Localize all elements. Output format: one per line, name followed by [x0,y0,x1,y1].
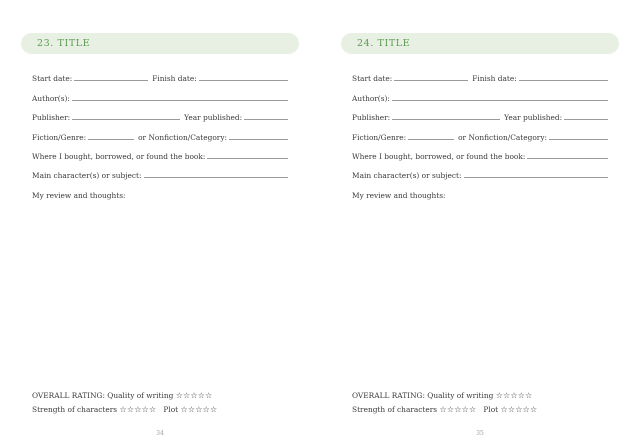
entry-title-bar [341,33,619,54]
review-row [32,180,288,199]
where-found-blank [527,151,608,159]
main-character-blank [144,170,289,178]
year-published-label: Year published: [504,113,563,123]
plot-rating-label: Plot [163,404,179,414]
rating-section [352,389,612,416]
main-character-label: Main character(s) or subject: [32,171,142,181]
start-date-blank [394,73,468,81]
review-row [352,180,608,199]
authors-blank [392,93,608,101]
nonfiction-category-blank [229,132,288,140]
rating-section [32,389,292,416]
fiction-genre-label: Fiction/Genre: [32,132,87,142]
fiction-genre-blank [88,132,134,140]
start-date-blank [74,73,148,81]
writing-stars-icon: ☆☆☆☆☆ [175,391,213,400]
start-date-label: Start date: [352,74,393,84]
overall-rating-label: OVERALL RATING: Quality of writing [32,391,174,400]
start-date-label: Start date: [32,74,73,84]
characters-stars-icon: ☆☆☆☆☆ [119,404,157,414]
book-log-form [32,64,288,200]
year-published-label: Year published: [184,113,243,123]
where-found-blank [207,151,288,159]
publisher-blank [392,112,500,120]
publisher-row [352,103,608,122]
rating-line-1 [352,389,612,403]
rating-line-2 [352,403,612,417]
publisher-blank [72,112,180,120]
rating-line-1 [32,389,292,403]
dates-row [352,64,608,83]
nonfiction-category-label: or Nonfiction/Category: [458,132,548,142]
entry-title-bar [21,33,299,54]
entry-title: 24. TITLE [357,38,411,49]
fiction-genre-label: Fiction/Genre: [352,132,407,142]
page-number: 35 [476,430,484,437]
where-found-row [352,142,608,161]
main-character-row [32,161,288,180]
rating-line-2 [32,403,292,417]
finish-date-label: Finish date: [152,74,197,84]
authors-label: Author(s): [352,93,390,103]
genre-row [352,122,608,141]
right-page [320,0,640,448]
page-number: 34 [156,430,164,437]
dates-row [32,64,288,83]
plot-stars-icon: ☆☆☆☆☆ [500,404,538,414]
characters-rating-label: Strength of characters [352,404,438,414]
characters-rating-label: Strength of characters [32,404,118,414]
plot-stars-icon: ☆☆☆☆☆ [180,404,218,414]
where-found-label: Where I bought, borrowed, or found the book: [352,151,526,161]
nonfiction-category-label: or Nonfiction/Category: [138,132,228,142]
publisher-label: Publisher: [32,113,71,123]
main-character-label: Main character(s) or subject: [352,171,462,181]
year-published-blank [244,112,288,120]
genre-row [32,122,288,141]
review-label: My review and thoughts: [32,190,126,200]
authors-row [352,83,608,102]
main-character-row [352,161,608,180]
authors-blank [72,93,288,101]
overall-rating-label: OVERALL RATING: Quality of writing [352,391,494,400]
book-log-form [352,64,608,200]
entry-title: 23. TITLE [37,38,91,49]
characters-stars-icon: ☆☆☆☆☆ [439,404,477,414]
nonfiction-category-blank [549,132,608,140]
publisher-label: Publisher: [352,113,391,123]
finish-date-label: Finish date: [472,74,517,84]
finish-date-blank [519,73,608,81]
main-character-blank [464,170,609,178]
publisher-row [32,103,288,122]
authors-label: Author(s): [32,93,70,103]
where-found-row [32,142,288,161]
where-found-label: Where I bought, borrowed, or found the book: [32,151,206,161]
fiction-genre-blank [408,132,454,140]
authors-row [32,83,288,102]
finish-date-blank [199,73,288,81]
plot-rating-label: Plot [483,404,499,414]
year-published-blank [564,112,608,120]
review-label: My review and thoughts: [352,190,446,200]
writing-stars-icon: ☆☆☆☆☆ [495,391,533,400]
